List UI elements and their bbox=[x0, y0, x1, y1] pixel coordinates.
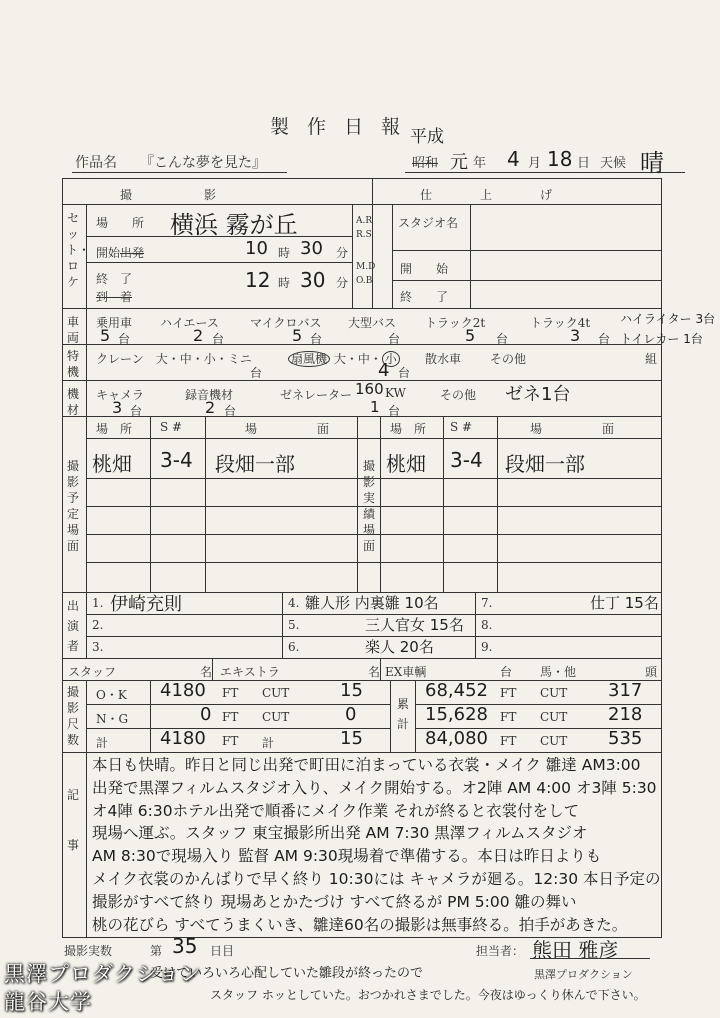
cast-name-4: 雛人形 内裏雛 10名 bbox=[305, 594, 439, 612]
date-underline bbox=[405, 172, 685, 173]
work-underline bbox=[72, 172, 287, 173]
day-unit: 日 bbox=[577, 156, 591, 171]
camera-label: キャメラ bbox=[96, 388, 145, 402]
planned-desc: 段畑一部 bbox=[215, 452, 295, 476]
era-handwritten: 平成 bbox=[410, 127, 444, 147]
water-truck-label: 散水車 bbox=[425, 352, 462, 366]
notes-line-7: 撮影がすべて終り 現場あとかたづけ すべて終るが PM 5:00 雛の舞い bbox=[92, 892, 577, 911]
extra-unit: 名 bbox=[368, 665, 381, 679]
open-label: 開 始 bbox=[400, 262, 449, 276]
notes-line-6: メイク衣裳のかんばりで早く終り 10:30には キャメラが廻る。12:30 本日予定の bbox=[92, 869, 661, 888]
md-ob: M.D O.B bbox=[356, 262, 376, 286]
company-name: 黒澤プロダクション bbox=[534, 968, 633, 981]
generator-kw-value: 160 bbox=[355, 380, 384, 398]
schedule-actual-label: 撮影実績場面 bbox=[362, 459, 375, 553]
report-title: 製 作 日 報 bbox=[270, 116, 407, 138]
staff-unit: 名 bbox=[200, 665, 213, 679]
extra-label: エキストラ bbox=[220, 665, 280, 679]
work-label: 作品名 bbox=[75, 155, 117, 171]
end-label: 終 了 bbox=[96, 272, 133, 286]
notes-line-5: AM 8:30で現場入り 監督 AM 9:30現場着で準備する。本日は昨日よりも bbox=[92, 847, 602, 866]
set-unit: 組 bbox=[645, 352, 658, 366]
ok-cut: 15 bbox=[340, 680, 363, 701]
vehicle-extra-toiletcar: トイレカー 1台 bbox=[620, 332, 703, 346]
ng-label: N・G bbox=[96, 712, 129, 726]
ng-cum-cut-unit: CUT bbox=[540, 710, 568, 724]
start-minute: 30 bbox=[300, 238, 323, 259]
schedule-location-head-left: 場 面 bbox=[245, 422, 330, 436]
wind-machine-value: 4 bbox=[378, 360, 390, 381]
arrive-struck: 到 着 bbox=[96, 290, 133, 304]
generator-kw-unit: KW bbox=[385, 386, 406, 400]
notes-side-label: 記 事 bbox=[66, 788, 92, 852]
vehicle-microbus-value: 5 bbox=[292, 326, 303, 345]
cast-name-7: 仕丁 15名 bbox=[590, 594, 659, 612]
ex-car-unit: 台 bbox=[500, 665, 513, 679]
cast-no-6: 6. bbox=[288, 640, 300, 654]
end-minute: 30 bbox=[300, 268, 326, 292]
vehicle-hiace-unit: 台 bbox=[212, 332, 225, 346]
after-note-1: 受けていろいろ心配していた雛段が終ったので bbox=[150, 966, 424, 981]
sound-label: 録音機材 bbox=[185, 388, 234, 402]
vehicle-truck2-value: 5 bbox=[465, 326, 476, 345]
cast-no-2: 2. bbox=[92, 618, 104, 632]
vehicle-microbus-label: マイクロバス bbox=[250, 316, 322, 330]
total-cum-cut: 535 bbox=[608, 728, 643, 749]
start-hour: 10 bbox=[245, 238, 268, 259]
ng-cum-ft-unit: FT bbox=[500, 710, 517, 724]
month-value: 4 bbox=[507, 147, 520, 171]
schedule-scene-head-right: S # bbox=[450, 420, 473, 434]
planned-place: 桃畑 bbox=[92, 452, 132, 476]
watermark-line-1: 黒澤プロダクション bbox=[4, 962, 202, 986]
camera-unit: 台 bbox=[130, 404, 143, 418]
end-hour: 12 bbox=[245, 268, 271, 292]
schedule-place-head-right: 場 所 bbox=[390, 422, 427, 436]
actual-desc: 段畑一部 bbox=[505, 452, 585, 476]
manager-label: 担当者： bbox=[476, 944, 525, 958]
days-unit: 日目 bbox=[210, 944, 235, 958]
cast-no-3: 3. bbox=[92, 640, 104, 654]
total-cut: 15 bbox=[340, 728, 363, 749]
total-cut-label: 計 bbox=[262, 736, 275, 750]
crane-unit: 台 bbox=[250, 366, 263, 380]
notes-line-4: 現場へ運ぶ。スタッフ 東宝撮影所出発 AM 7:30 黒澤フィルムスタジオ bbox=[92, 824, 588, 843]
vehicle-bigbus-unit: 台 bbox=[388, 332, 401, 346]
cast-no-5: 5. bbox=[288, 618, 300, 632]
close-label: 終 了 bbox=[400, 290, 449, 304]
vehicle-truck2-unit: 台 bbox=[496, 332, 509, 346]
actual-scene: 3-4 bbox=[450, 448, 483, 472]
cast-name-1: 伊崎充則 bbox=[110, 594, 182, 615]
ok-ft: 4180 bbox=[160, 680, 206, 701]
camera-value: 3 bbox=[112, 398, 123, 417]
horse-unit: 頭 bbox=[645, 665, 658, 679]
footage-side-label: 撮影尺数 bbox=[66, 685, 79, 747]
total-cum-cut-unit: CUT bbox=[540, 734, 568, 748]
vehicle-extra-highlighter: ハイライター 3台 bbox=[620, 312, 716, 326]
total-ft: 4180 bbox=[160, 728, 206, 749]
schedule-planned-label: 撮影予定場面 bbox=[66, 459, 79, 553]
start-minute-unit: 分 bbox=[336, 246, 349, 260]
generator-unit: 台 bbox=[388, 404, 401, 418]
vehicle-truck4-unit: 台 bbox=[598, 332, 611, 346]
special-other-label: その他 bbox=[490, 352, 527, 366]
ar-rs: A.R R.S bbox=[356, 216, 373, 240]
ng-ft-unit: FT bbox=[222, 710, 239, 724]
cast-side-label: 出演者 bbox=[66, 599, 79, 653]
vehicle-sedan-value: 5 bbox=[100, 326, 111, 345]
era-printed: 昭和 bbox=[412, 156, 439, 171]
vehicle-sedan-unit: 台 bbox=[118, 332, 131, 346]
equipment-other-value: ゼネ1台 bbox=[505, 384, 571, 405]
equipment-side-label: 機材 bbox=[66, 387, 79, 417]
studio-label: スタジオ名 bbox=[398, 216, 459, 230]
cast-no-8: 8. bbox=[481, 618, 493, 632]
vehicles-side-label: 車両 bbox=[66, 315, 79, 345]
vehicle-bigbus-label: 大型バス bbox=[348, 316, 397, 330]
total-ft-unit: FT bbox=[222, 734, 239, 748]
ok-cum-ft: 68,452 bbox=[425, 680, 488, 701]
work-name: 『こんな夢を見た』 bbox=[140, 155, 266, 171]
horse-label: 馬・他 bbox=[540, 665, 577, 679]
ex-car-label: EX車輌 bbox=[385, 665, 427, 679]
manager-name: 熊田 雅彦 bbox=[532, 938, 619, 962]
ng-cut: 0 bbox=[345, 704, 357, 725]
weather-value: 晴 bbox=[640, 149, 664, 177]
ng-cum-ft: 15,628 bbox=[425, 704, 488, 725]
schedule-scene-head-left: S # bbox=[160, 420, 183, 434]
days-prefix: 第 bbox=[150, 944, 163, 958]
schedule-place-head-left: 場 所 bbox=[96, 422, 133, 436]
special-side-label: 特機 bbox=[66, 349, 79, 379]
day-value: 18 bbox=[547, 147, 573, 171]
notes-line-1: 本日も快晴。昨日と同じ出発で町田に泊まっている衣裳・メイク 雛達 AM3:00 bbox=[92, 756, 641, 774]
year-value: 元 bbox=[450, 152, 468, 173]
after-note-2: スタッフ ホッとしていた。おつかれさまでした。今夜はゆっくり休んで下さい。 bbox=[210, 988, 646, 1002]
watermark-line-2: 龍谷大学 bbox=[4, 990, 92, 1014]
start-hour-unit: 時 bbox=[278, 246, 291, 260]
month-unit: 月 bbox=[528, 156, 542, 171]
ng-ft: 0 bbox=[200, 704, 212, 725]
cast-name-5: 三人官女 15名 bbox=[365, 616, 464, 634]
vehicle-sedan-label: 乗用車 bbox=[96, 316, 133, 330]
vehicle-hiace-label: ハイエース bbox=[160, 316, 219, 330]
ok-ft-unit: FT bbox=[222, 686, 239, 700]
planned-scene: 3-4 bbox=[160, 448, 193, 472]
notes-line-8: 桃の花びら すべてうまくいき、雛達60名の撮影は無事終る。拍手があきた。 bbox=[92, 915, 628, 934]
vehicle-truck4-label: トラック4t bbox=[530, 316, 591, 330]
actual-place: 桃畑 bbox=[386, 452, 426, 476]
shooting-head: 撮 影 bbox=[120, 188, 217, 202]
staff-label: スタッフ bbox=[68, 665, 117, 679]
cumulative-label: 累計 bbox=[397, 697, 410, 731]
ng-cut-unit: CUT bbox=[262, 710, 290, 724]
year-unit: 年 bbox=[473, 156, 487, 171]
vehicle-truck4-value: 3 bbox=[570, 326, 581, 345]
sound-unit: 台 bbox=[224, 404, 237, 418]
ng-cum-cut: 218 bbox=[608, 704, 643, 725]
schedule-location-head-right: 場 面 bbox=[530, 422, 615, 436]
start-label bbox=[96, 244, 144, 261]
days-value: 35 bbox=[172, 934, 198, 958]
ok-cum-ft-unit: FT bbox=[500, 686, 517, 700]
cast-no-4: 4. bbox=[288, 596, 300, 610]
cast-no-7: 7. bbox=[481, 596, 493, 610]
vehicle-hiace-value: 2 bbox=[193, 326, 204, 345]
place-value: 横浜 霧が丘 bbox=[170, 211, 298, 239]
cast-no-1: 1. bbox=[92, 596, 104, 610]
end-minute-unit: 分 bbox=[336, 276, 349, 290]
wind-sizes: 大・中・ bbox=[333, 352, 382, 366]
weather-label: 天候 bbox=[600, 156, 627, 171]
start-struck: 出発 bbox=[120, 246, 145, 260]
finishing-head: 仕 上 げ bbox=[420, 188, 553, 202]
end-hour-unit: 時 bbox=[278, 276, 291, 290]
generator-label: ゼネレーター bbox=[280, 388, 353, 402]
ok-label: O・K bbox=[96, 688, 127, 702]
notes-line-2: 出発で黒澤フィルムスタジオ入り、メイク開始する。オ2陣 AM 4:00 オ3陣 5:30 bbox=[92, 778, 657, 797]
cast-name-6: 楽人 20名 bbox=[365, 638, 434, 656]
ok-cum-cut-unit: CUT bbox=[540, 686, 568, 700]
wind-machine-text: 扇風機 bbox=[288, 351, 330, 367]
generator-value: 1 bbox=[370, 398, 380, 416]
vehicle-truck2-label: トラック2t bbox=[425, 316, 486, 330]
ok-cum-cut: 317 bbox=[608, 680, 643, 701]
days-label: 撮影実数 bbox=[64, 944, 113, 958]
sound-value: 2 bbox=[205, 398, 216, 417]
equipment-other-label: その他 bbox=[440, 388, 477, 402]
notes-body bbox=[92, 754, 692, 936]
total-cum-ft-unit: FT bbox=[500, 734, 517, 748]
set-side-label: セット・ロケ bbox=[66, 211, 91, 289]
wind-machine-unit: 台 bbox=[398, 366, 411, 380]
crane-label: クレーン 大・中・小・ミニ bbox=[96, 352, 252, 366]
start-text: 開始 bbox=[96, 246, 121, 260]
total-label: 計 bbox=[96, 736, 109, 750]
total-cum-ft: 84,080 bbox=[425, 728, 488, 749]
cast-no-9: 9. bbox=[481, 640, 493, 654]
ok-cut-unit: CUT bbox=[262, 686, 290, 700]
wind-size-selected: 小 bbox=[382, 351, 400, 367]
vehicle-microbus-unit: 台 bbox=[310, 332, 323, 346]
place-label: 場 所 bbox=[96, 216, 145, 230]
notes-line-3: オ4陣 6:30ホテル出発で順番にメイク作業 それが終ると衣裳付をして bbox=[92, 801, 580, 820]
